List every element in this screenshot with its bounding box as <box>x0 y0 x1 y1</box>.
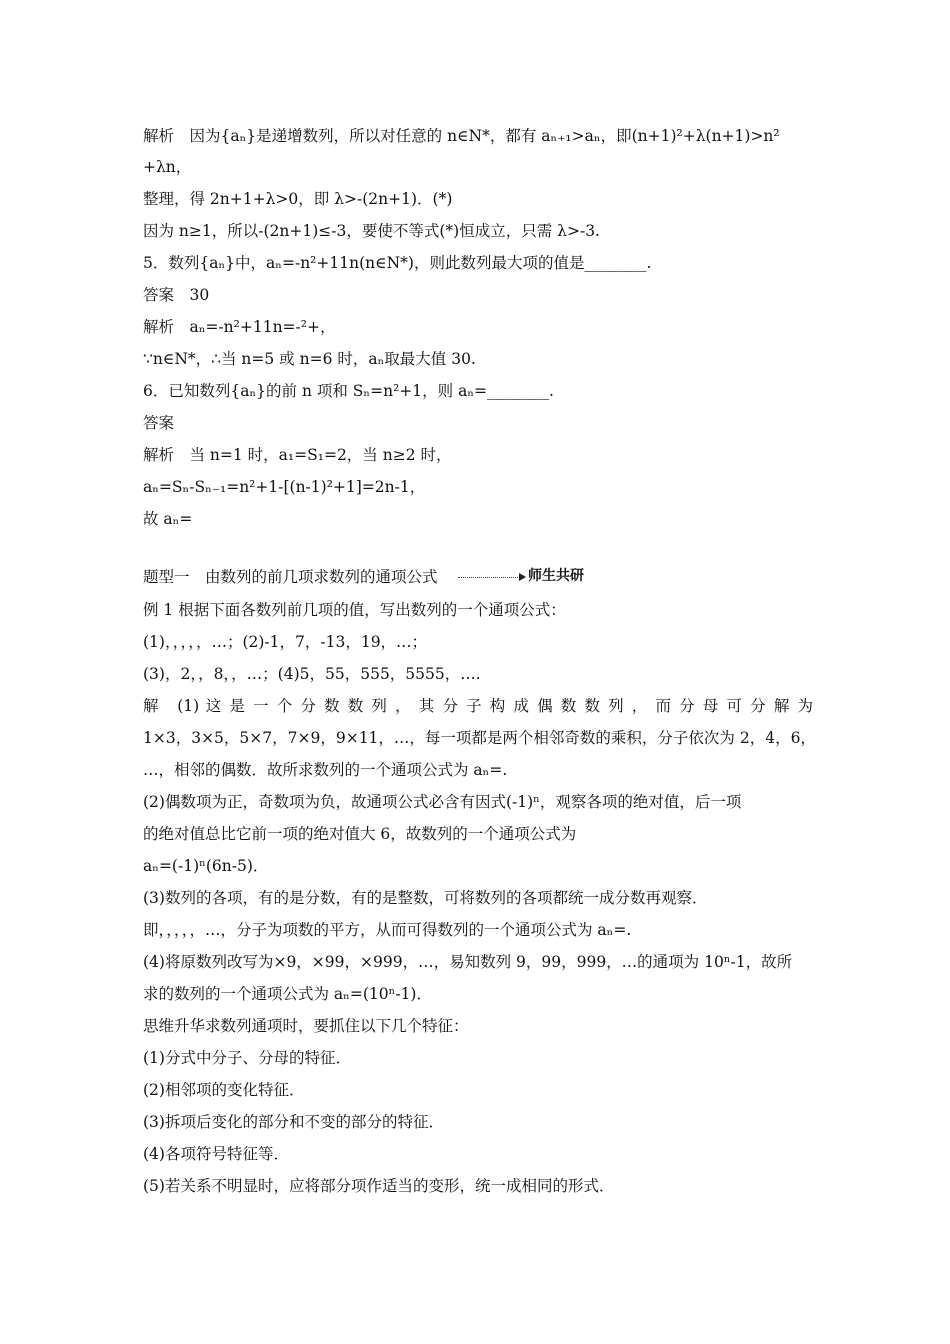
text-line: 的绝对值总比它前一项的绝对值大 6，故数列的一个通项公式为 <box>143 825 577 843</box>
text-line: 解析 因为{aₙ}是递增数列，所以对任意的 n∈N*，都有 aₙ₊₁>aₙ，即(n+1)²+λ(n+1)>n² <box>143 127 780 145</box>
section-tag: 师生共研 <box>528 568 584 584</box>
text-line: aₙ=(-1)ⁿ(6n-5)． <box>143 857 269 875</box>
list-item: (1)分式中分子、分母的特征． <box>143 1049 351 1067</box>
text-line: 故 aₙ= <box>143 510 193 528</box>
text-line: 解析 当 n=1 时，a₁=S₁=2，当 n≥2 时， <box>143 446 452 464</box>
text-line: (3)数列的各项，有的是分数，有的是整数，可将数列的各项都统一成分数再观察． <box>143 889 708 907</box>
arrow-line <box>458 577 520 578</box>
text-line: (2)偶数项为正，奇数项为负，故通项公式必含有因式(-1)ⁿ，观察各项的绝对值，后一项 <box>143 793 742 811</box>
list-item: (3)拆项后变化的部分和不变的部分的特征． <box>143 1113 444 1131</box>
text-line: 解析 aₙ=-n²+11n=-²+， <box>143 318 336 336</box>
answer-6: 答案 <box>143 414 175 432</box>
text-line: 因为 n≥1，所以-(2n+1)≤-3，要使不等式(*)恒成立，只需 λ>-3. <box>143 222 600 240</box>
text-line: ∵n∈N*，∴当 n=5 或 n=6 时，aₙ取最大值 30. <box>143 350 476 368</box>
example-title: 例 1 根据下面各数列前几项的值，写出数列的一个通项公式： <box>143 601 566 619</box>
text-line: …，相邻的偶数．故所求数列的一个通项公式为 aₙ=. <box>143 761 508 779</box>
text-line: (3)，2，，8，，…；(4)5，55，555，5555，…. <box>143 665 481 683</box>
text-line: (1)，，，，，…；(2)-1，7，-13，19，…； <box>143 633 428 651</box>
text-line: 即，，，，，…，分子为项数的平方，从而可得数列的一个通项公式为 aₙ=. <box>143 921 632 939</box>
text-line: 整理，得 2n+1+λ>0，即 λ>-(2n+1)．(*) <box>143 190 453 208</box>
text-line: aₙ=Sₙ-Sₙ₋₁=n²+1-[(n-1)²+1]=2n-1， <box>143 478 426 496</box>
text-line: 求的数列的一个通项公式为 aₙ=(10ⁿ-1)． <box>143 985 432 1003</box>
question-6: 6．已知数列{aₙ}的前 n 项和 Sₙ=n²+1，则 aₙ=________. <box>143 382 554 400</box>
list-item: (4)各项符号特征等． <box>143 1145 289 1163</box>
section-title: 题型一 由数列的前几项求数列的通项公式 <box>143 568 438 586</box>
text-line: +λn， <box>143 158 192 176</box>
text-line: (4)将原数列改写为×9，×99，×999，…，易知数列 9，99，999，…的通项为 10ⁿ-1，故所 <box>143 953 793 971</box>
question-5: 5．数列{aₙ}中，aₙ=-n²+11n(n∈N*)，则此数列最大项的值是________. <box>143 254 652 272</box>
list-item: (2)相邻项的变化特征． <box>143 1081 305 1099</box>
arrow-right-icon <box>519 573 526 581</box>
answer-5: 答案 30 <box>143 286 210 304</box>
list-item: (5)若关系不明显时，应将部分项作适当的变形，统一成相同的形式． <box>143 1177 615 1195</box>
text-line: 1×3，3×5，5×7，7×9，9×11，…，每一项都是两个相邻奇数的乘积，分子依次为 2，4，6， <box>143 729 816 747</box>
text-line: 解 (1) 这 是 一 个 分 数 数 列 ， 其 分 子 构 成 偶 数 数 列 ， 而 分 母 可 分 解 为 <box>143 697 813 715</box>
summary-title: 思维升华求数列通项时，要抓住以下几个特征： <box>143 1017 469 1035</box>
